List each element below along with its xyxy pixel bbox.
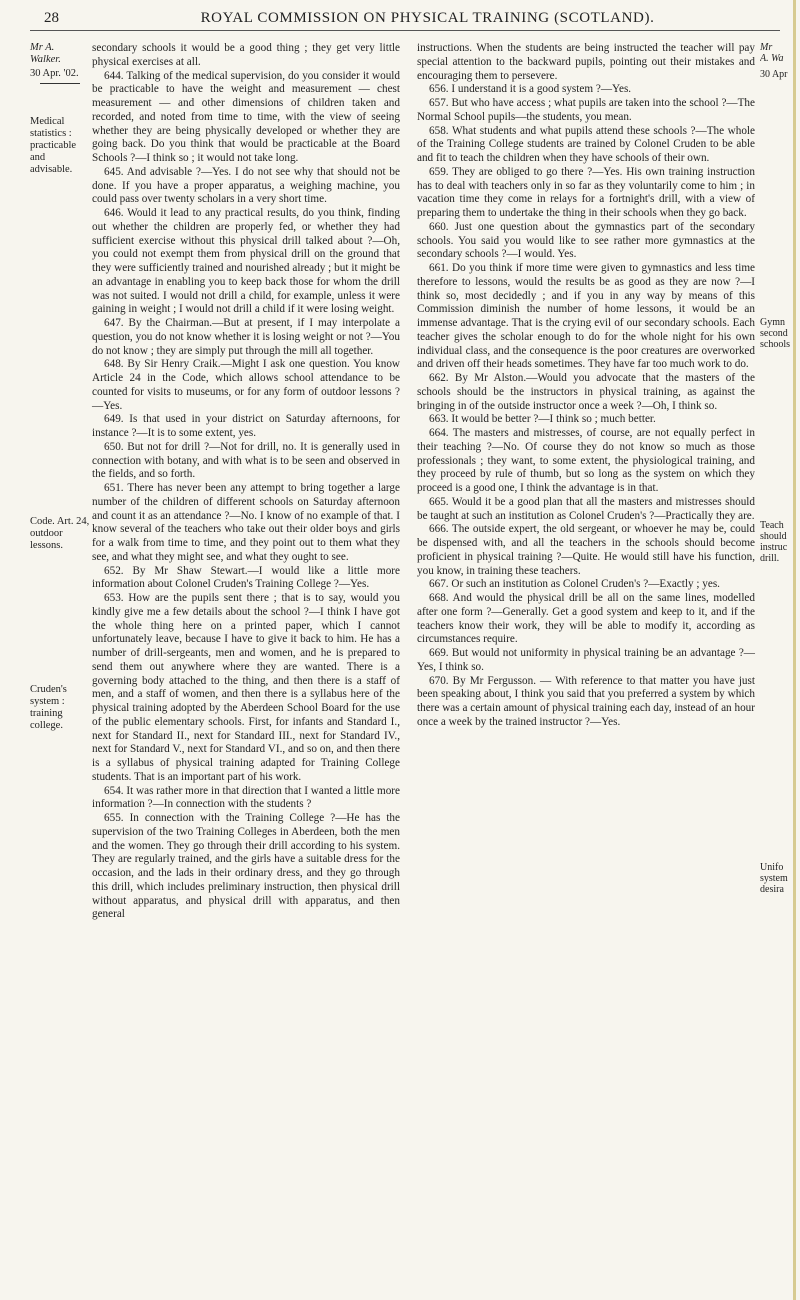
paragraph: 663. It would be better ?—I think so ; much better. xyxy=(429,413,656,426)
paragraph: 651. There has never been any attempt to bring together a large number of the children of different schools on Saturday afternoon and count it as an attendance ?—No. I know of no example of that. I know several of the teachers who take out their older boys and girls for a walk from time to time, and they point out to them what they see, and what they might see, and what they ought to see. xyxy=(92,482,400,563)
paragraph: 670. By Mr Fergusson. — With reference to that matter you have just been speaking about, I think you said that you preferred a system by which there was a certain amount of physical training each day, instead of an hour once a week by the trained instructor ?—Yes. xyxy=(417,674,755,728)
margin-fragment: 30 Apr xyxy=(760,69,788,80)
paragraph: secondary schools it would be a good thing ; they get very little physical exercises at all. xyxy=(92,42,400,68)
left-column xyxy=(92,42,400,922)
paragraph: 650. But not for drill ?—Not for drill, no. It is generally used in connection with botany, and with what is to be seen and observed in the fields, and so forth. xyxy=(92,440,400,481)
margin-note-medical: Medical statistics : practicable and advisable. xyxy=(30,116,77,175)
paragraph: 655. In connection with the Training College ?—He has the supervision of the two Training Colleges in Aberdeen, both the men and the women. They go through their drill according to his system. They are regularly trained, and the girls have a suitable dress for the occasion, and the lads in their ordinary dress, and they go through this drill, which includes preliminary instruction, then physical drill without apparatus, and physical drill with apparatus, and then general xyxy=(92,812,400,921)
margin-fragment: A. Wa xyxy=(760,53,784,64)
margin-fragment: system xyxy=(760,873,788,884)
paragraph: 645. And advisable ?—Yes. I do not see why that should not be done. If you have a proper apparatus, a weighing machine, you could pass over twenty scholars in a very short time. xyxy=(92,165,400,206)
paragraph: 646. Would it lead to any practical results, do you think, finding out whether the children are properly fed, or whether they had sufficient exercise without this physical drill talked about ?—Oh, you could not exempt them from physical drill on the ground that they were sufficiently trained and nourished already ; but it might be an advantage in enabling you to keep back those for whom the drill was not suited. I would not drill a child, for example, unless it were gaining in weight ; I would not drill a child if it were losing weight. xyxy=(92,207,400,316)
paragraph: instructions. When the students are being instructed the teacher will pay special attention to the backward pupils, pointing out their mistakes and encouraging them to persevere. xyxy=(417,42,755,82)
paragraph: 668. And would the physical drill be all on the same lines, modelled after one form ?—Generally. Get a good system and keep to it, and if the teachers know their work, they will be able to modify it, according as circumstances require. xyxy=(417,592,755,646)
margin-fragment: Unifo xyxy=(760,862,784,873)
margin-fragment: second xyxy=(760,328,788,339)
margin-fragment: Gymn xyxy=(760,317,785,328)
paragraph: 666. The outside expert, the old sergeant, or whoever he may be, could be dispensed with, and all the teachers in the schools should become proficient in physical training ?—Quite. He would still have his function, you know, in training these teachers. xyxy=(417,523,755,577)
paragraph: 667. Or such an institution as Colonel Cruden's ?—Exactly ; yes. xyxy=(429,578,720,591)
margin-note-cruden: Cruden's system : training college. xyxy=(30,684,67,731)
margin-fragment: Teach xyxy=(760,520,784,531)
paragraph: 658. What students and what pupils attend these schools ?—The whole of the Training College students are trained by Colonel Cruden to be able and fit to teach the children when they have schools of their own. xyxy=(417,124,755,164)
paragraph: 664. The masters and mistresses, of course, are not equally perfect in their teaching ?—No. Of course they do not know so much as those professionals ; they want, to some extent, the physiological training, and they proceed by rule of thumb, but so long as the system on which they proceed is a good one, I think the advantage is in that. xyxy=(417,427,755,494)
paragraph: 657. But who have access ; what pupils are taken into the school ?—The Normal School pupils—the students, you mean. xyxy=(417,97,755,123)
paragraph: 665. Would it be a good plan that all the masters and mistresses should be taught at such an institution as Colonel Cruden's ?—Practically they are. xyxy=(417,495,755,522)
date-text: 30 Apr. '02. xyxy=(30,68,79,79)
right-column xyxy=(417,42,755,730)
paragraph: 654. It was rather more in that direction that I wanted a little more information ?—In connection with the students ? xyxy=(92,784,400,811)
date-rule xyxy=(40,83,80,84)
paragraph: 669. But would not uniformity in physical training be an advantage ?—Yes, I think so. xyxy=(417,647,755,673)
page-edge xyxy=(793,0,796,1300)
page-number: 28 xyxy=(44,10,59,26)
paragraph: 653. How are the pupils sent there ; that is to say, would you kindly give me a few details about the school ?—I think I have got the whole thing here on a printed paper, which I cannot unfortunately leave, because I have to give it back to him. He has a number of drill-sergeants, men and women, and he is prepared to send them out anywhere where they are wanted. There is a governing body attached to the thing, and then there is a staff of men, and a staff of women, and then there is a syllabus here of the physical training adopted by the Aberdeen School Board for the use of the public elementary schools. First, for infants and Standard I., next for Standard II., next for Standard III., next for Standard IV., next for Standard V., next for Standard VI., and so on, and then there is a syllabus of physical training adapted for Training College students. That is an important part of his work. xyxy=(92,592,400,783)
witness-date xyxy=(30,68,86,86)
paragraph: 659. They are obliged to go there ?—Yes. His own training instruction has to deal with teachers only in so far as they voluntarily come to him ; in vacation time they come in relays for a fortnight's drill, with a view of preparing them to undertake the thing in their schools when they go back. xyxy=(417,165,755,219)
margin-fragment: instruc xyxy=(760,542,788,553)
margin-fragment: Mr xyxy=(760,42,773,53)
paragraph: 644. Talking of the medical supervision, do you consider it would be practicable to have the weight and measurement — chest measurement — and other dimensions of children taken and recorded, and noted from time to time, with the view of seeing whether they are being physically developed or whether they are going back. Do you think that would be practicable at the Board Schools ?—I think so ; it would not take long. xyxy=(92,69,400,164)
witness-name: Mr A. Walker. xyxy=(30,42,61,65)
paragraph: 661. Do you think if more time were given to gymnastics and less time therefore to lessons, would the results be as good as they are now ?—I think so, most decidedly ; and if you in any way by means of this Commission diminish the number of home lessons, it would be an immense advantage. That is the crying evil of our secondary schools. Each teacher gives the scholar enough to do for the whole night for his own individual class, and the consequence is the poor creatures are overworked and driven off their heads sometimes. They have far too much work to do. xyxy=(417,262,755,371)
page-header xyxy=(0,6,800,32)
margin-fragment: drill. xyxy=(760,553,780,564)
header-rule xyxy=(30,30,780,31)
paragraph: 656. I understand it is a good system ?—Yes. xyxy=(429,83,632,96)
margin-note-code-art: Code. Art. 24, outdoor lessons. xyxy=(30,516,90,551)
margin-fragment: should xyxy=(760,531,787,542)
paragraph: 647. By the Chairman.—But at present, if I may interpolate a question, you do not know whether it is losing weight or not ?—You do not know ; they are simply put through the mill all together. xyxy=(92,317,400,357)
paragraph: 652. By Mr Shaw Stewart.—I would like a little more information about Colonel Cruden's Training College ?—Yes. xyxy=(92,564,400,591)
left-margin xyxy=(30,42,90,1282)
paragraph: 662. By Mr Alston.—Would you advocate that the masters of the schools should be the instructors in physical training, as against the bringing in of the outside instructor once a week ?—Oh, I think so. xyxy=(417,372,755,412)
paragraph: 648. By Sir Henry Craik.—Might I ask one question. You know Article 24 in the Code, which allows school attendance to be counted for visits to museums, or for any form of outdoor lessons ?—Yes. xyxy=(92,358,400,412)
margin-fragment: desira xyxy=(760,884,784,895)
running-title: ROYAL COMMISSION ON PHYSICAL TRAINING (SCOTLAND). xyxy=(200,10,655,26)
paragraph: 649. Is that used in your district on Saturday afternoons, for instance ?—It is to some extent, yes. xyxy=(92,413,400,439)
margin-fragment: schools xyxy=(760,339,790,350)
paragraph: 660. Just one question about the gymnastics part of the secondary schools. You said you would like to see rather more gymnastics at the secondary schools ?—I would. Yes. xyxy=(417,220,755,261)
